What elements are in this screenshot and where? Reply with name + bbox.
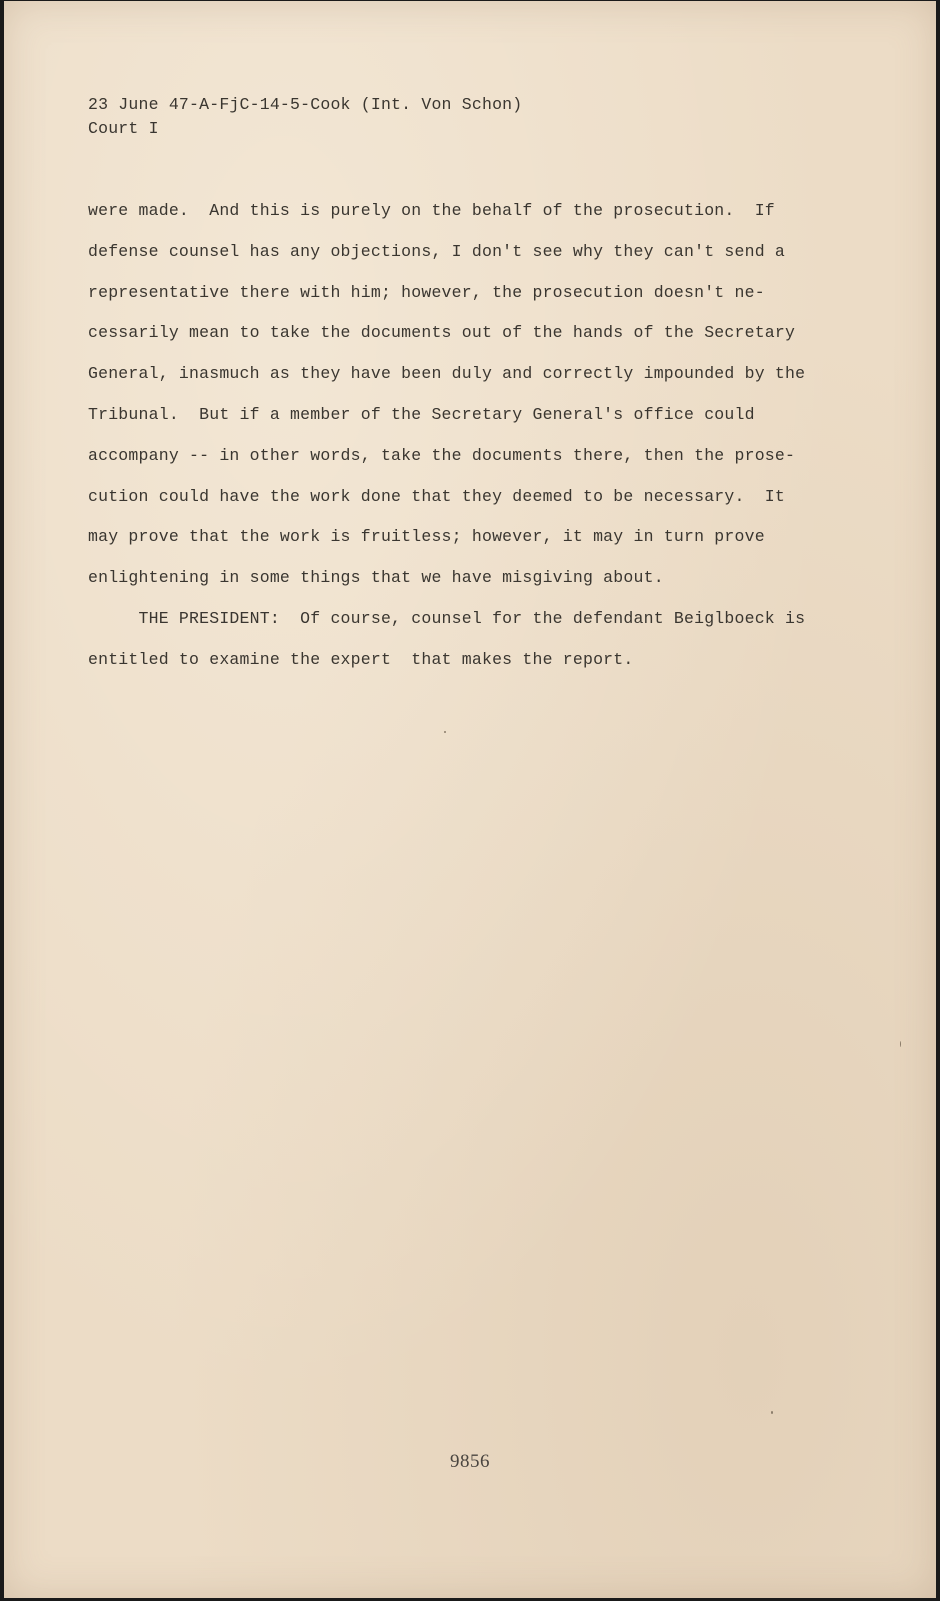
page-number: 9856	[450, 1451, 490, 1472]
header-session-line: 23 June 47-A-FjC-14-5-Cook (Int. Von Schon)	[88, 95, 523, 114]
transcript-line-speaker: THE PRESIDENT: Of course, counsel for the defendant Beiglboeck is	[88, 608, 806, 628]
transcript-line: entitled to examine the expert that makes the report.	[88, 649, 634, 669]
transcript-line: cessarily mean to take the documents out of the hands of the Secretary	[88, 323, 796, 343]
transcript-line: representative there with him; however, the prosecution doesn't ne-	[88, 282, 765, 302]
transcript-line: accompany -- in other words, take the documents there, then the prose-	[88, 445, 796, 465]
transcript-line: were made. And this is purely on the behalf of the prosecution. If	[88, 201, 775, 220]
transcript-line: enlightening in some things that we have misgiving about.	[88, 568, 664, 588]
header-court-line: Court I	[88, 119, 159, 138]
transcript-line: Tribunal. But if a member of the Secretary General's office could	[88, 404, 755, 424]
paper-speck	[771, 1411, 773, 1414]
page-header	[88, 93, 522, 141]
paper-speck	[444, 731, 446, 733]
transcript-line: defense counsel has any objections, I don't see why they can't send a	[88, 241, 786, 261]
document-page	[4, 1, 936, 1598]
paper-speck	[900, 1041, 901, 1047]
transcript-line: cution could have the work done that they deemed to be necessary. It	[88, 486, 786, 506]
transcript-body	[88, 191, 828, 681]
transcript-line: may prove that the work is fruitless; however, it may in turn prove	[88, 527, 765, 547]
transcript-line: General, inasmuch as they have been duly and correctly impounded by the	[88, 364, 806, 384]
